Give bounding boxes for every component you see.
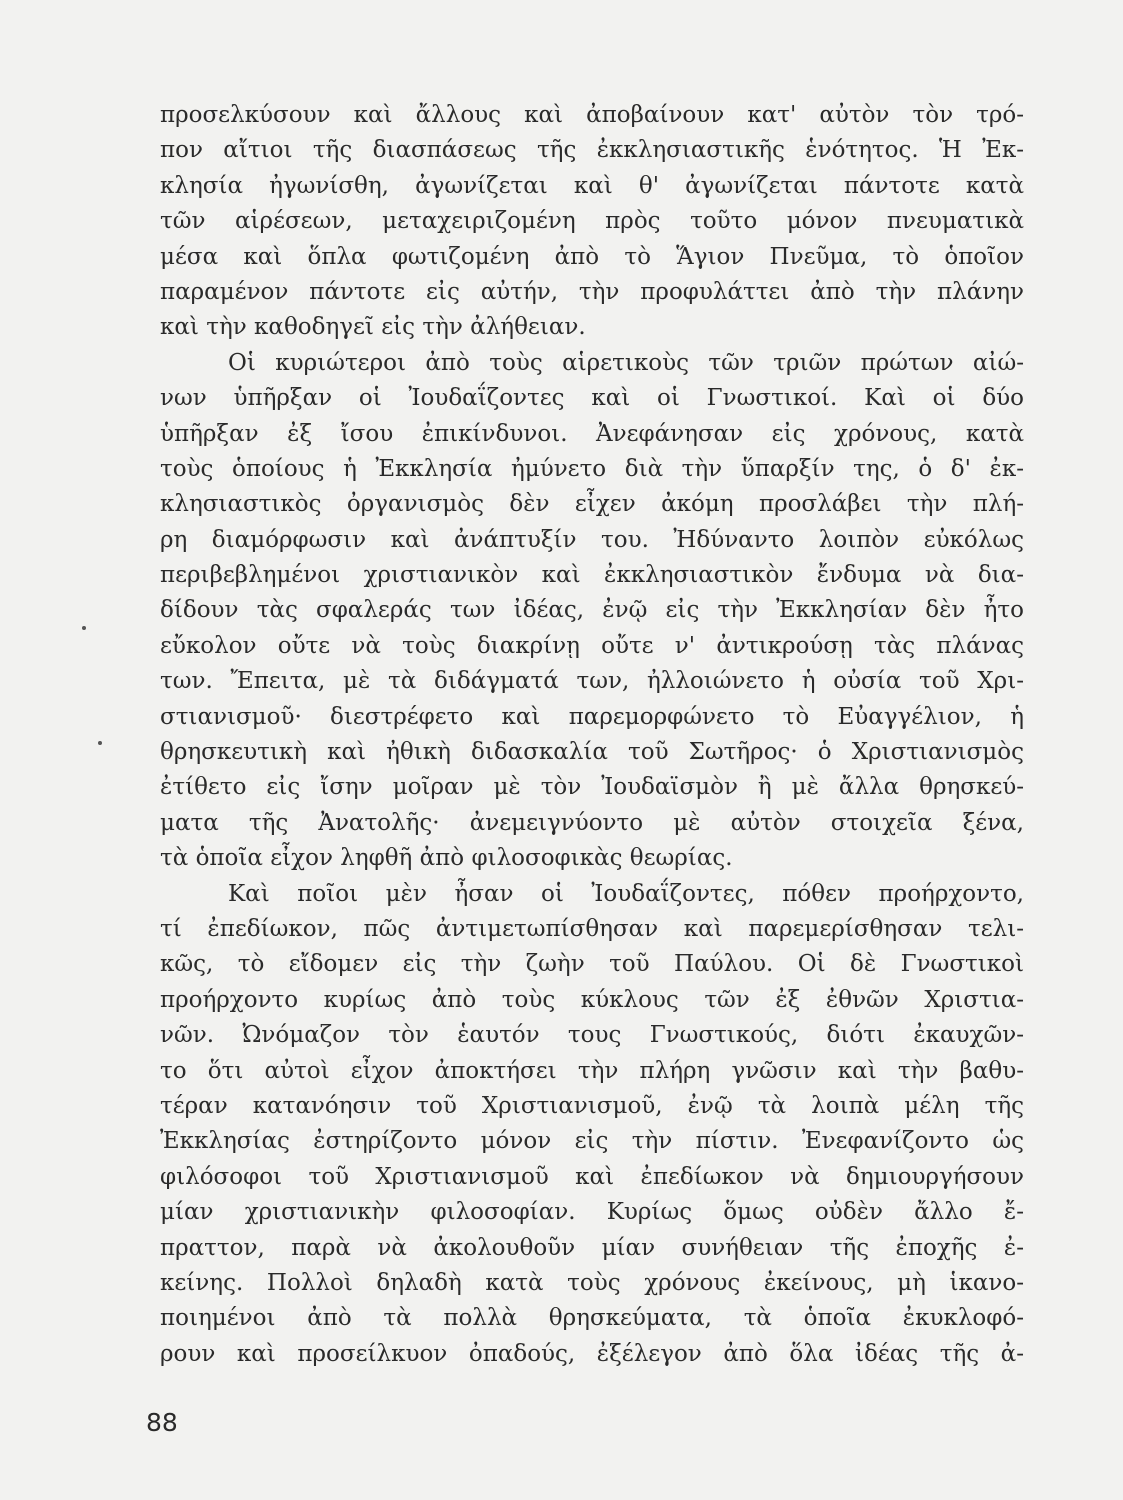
paragraph-start-line: Καὶ ποῖοι μὲν ἦσαν οἱ Ἰουδαΐζοντες, πόθεν προήρχοντο, xyxy=(228,880,1024,907)
text-line: ρη διαμόρφωσιν καὶ ἀνάπτυξίν του. Ἠδύναντο λοιπὸν εὐκόλως xyxy=(160,526,1024,553)
text-line: κλησιαστικὸς ὀργανισμὸς δὲν εἶχεν ἀκόμη προσλάβει τὴν πλή- xyxy=(160,491,1024,518)
text-line: εὔκολον οὔτε νὰ τοὺς διακρίνῃ οὔτε ν' ἀντικρούσῃ τὰς πλάνας xyxy=(160,632,1024,659)
text-line: πραττον, παρὰ νὰ ἀκολουθοῦν μίαν συνήθειαν τῆς ἐποχῆς ἐ- xyxy=(160,1234,1024,1261)
text-line: φιλόσοφοι τοῦ Χριστιανισμοῦ καὶ ἐπεδίωκον νὰ δημιουργήσουν xyxy=(160,1163,1024,1190)
text-line: στιανισμοῦ· διεστρέφετο καὶ παρεμορφώνετο τὸ Εὐαγγέλιον, ἡ xyxy=(160,703,1024,730)
text-line: προήρχοντο κυρίως ἀπὸ τοὺς κύκλους τῶν ἐξ ἐθνῶν Χριστια- xyxy=(160,986,1024,1013)
body-text xyxy=(160,98,1024,1372)
text-line: ματα τῆς Ἀνατολῆς· ἀνεμειγνύοντο μὲ αὐτὸν στοιχεῖα ξένα, xyxy=(160,809,1024,836)
text-line: νων ὑπῆρξαν οἱ Ἰουδαΐζοντες καὶ οἱ Γνωστικοί. Καὶ οἱ δύο xyxy=(160,385,1024,412)
page-number: 88 xyxy=(146,1408,178,1437)
text-line: ἐτίθετο εἰς ἴσην μοῖραν μὲ τὸν Ἰουδαϊσμὸν ἢ μὲ ἄλλα θρησκεύ- xyxy=(160,774,1024,801)
text-line: τί ἐπεδίωκον, πῶς ἀντιμετωπίσθησαν καὶ παρεμερίσθησαν τελι- xyxy=(160,915,1024,942)
text-line: ποιημένοι ἀπὸ τὰ πολλὰ θρησκεύματα, τὰ ὁποῖα ἐκυκλοφό- xyxy=(160,1305,1024,1332)
text-line: τῶν αἱρέσεων, μεταχειριζομένη πρὸς τοῦτο μόνον πνευματικὰ xyxy=(160,208,1024,235)
text-line: δίδουν τὰς σφαλεράς των ἰδέας, ἐνῷ εἰς τὴν Ἐκκλησίαν δὲν ἦτο xyxy=(160,597,1024,624)
text-line: τὰ ὁποῖα εἶχον ληφθῆ ἀπὸ φιλοσοφικὰς θεωρίας. xyxy=(160,845,733,872)
text-line: ρουν καὶ προσείλκυον ὀπαδούς, ἐξέλεγον ἀπὸ ὅλα ἰδέας τῆς ἀ- xyxy=(160,1340,1024,1367)
text-line: κῶς, τὸ εἴδομεν εἰς τὴν ζωὴν τοῦ Παύλου. Οἱ δὲ Γνωστικοὶ xyxy=(160,951,1024,978)
text-line: μίαν χριστιανικὴν φιλοσοφίαν. Κυρίως ὅμως οὐδὲν ἄλλο ἔ- xyxy=(160,1199,1024,1226)
text-line: περιβεβλημένοι χριστιανικὸν καὶ ἐκκλησιαστικὸν ἔνδυμα νὰ δια- xyxy=(160,562,1024,589)
text-line: καὶ τὴν καθοδηγεῖ εἰς τὴν ἀλήθειαν. xyxy=(160,314,586,341)
text-line: πον αἴτιοι τῆς διασπάσεως τῆς ἐκκλησιαστικῆς ἑνότητος. Ἡ Ἐκ- xyxy=(160,137,1024,164)
text-line: προσελκύσουν καὶ ἄλλους καὶ ἀποβαίνουν κατ' αὐτὸν τὸν τρό- xyxy=(160,102,1024,128)
text-line: τοὺς ὁποίους ἡ Ἐκκλησία ἠμύνετο διὰ τὴν ὕπαρξίν της, ὁ δ' ἐκ- xyxy=(160,455,1024,482)
scan-speck xyxy=(98,741,102,745)
text-line: Ἐκκλησίας ἐστηρίζοντο μόνον εἰς τὴν πίστιν. Ἐνεφανίζοντο ὡς xyxy=(160,1128,1024,1155)
text-line: το ὅτι αὐτοὶ εἶχον ἀποκτήσει τὴν πλήρη γνῶσιν καὶ τὴν βαθυ- xyxy=(160,1057,1024,1084)
text-line: παραμένον πάντοτε εἰς αὐτήν, τὴν προφυλάττει ἀπὸ τὴν πλάνην xyxy=(160,278,1024,305)
text-line: μέσα καὶ ὅπλα φωτιζομένη ἀπὸ τὸ Ἅγιον Πνεῦμα, τὸ ὁποῖον xyxy=(160,243,1024,270)
text-line: των. Ἔπειτα, μὲ τὰ διδάγματά των, ἠλλοιώνετο ἡ οὐσία τοῦ Χρι- xyxy=(160,668,1024,695)
paragraph-start-line: Οἱ κυριώτεροι ἀπὸ τοὺς αἱρετικοὺς τῶν τριῶν πρώτων αἰώ- xyxy=(228,349,1024,376)
text-line: κείνης. Πολλοὶ δηλαδὴ κατὰ τοὺς χρόνους ἐκείνους, μὴ ἱκανο- xyxy=(160,1269,1024,1296)
text-line: θρησκευτικὴ καὶ ἠθικὴ διδασκαλία τοῦ Σωτῆρος· ὁ Χριστιανισμὸς xyxy=(160,739,1024,766)
scan-speck xyxy=(82,626,86,630)
text-line: ὑπῆρξαν ἐξ ἴσου ἐπικίνδυνοι. Ἀνεφάνησαν εἰς χρόνους, κατὰ xyxy=(160,420,1024,447)
text-line: κλησία ἠγωνίσθη, ἀγωνίζεται καὶ θ' ἀγωνίζεται πάντοτε κατὰ xyxy=(160,172,1024,199)
text-line: τέραν κατανόησιν τοῦ Χριστιανισμοῦ, ἐνῷ τὰ λοιπὰ μέλη τῆς xyxy=(160,1092,1024,1119)
text-line: νῶν. Ὠνόμαζον τὸν ἑαυτόν τους Γνωστικούς, διότι ἐκαυχῶν- xyxy=(160,1022,1024,1049)
